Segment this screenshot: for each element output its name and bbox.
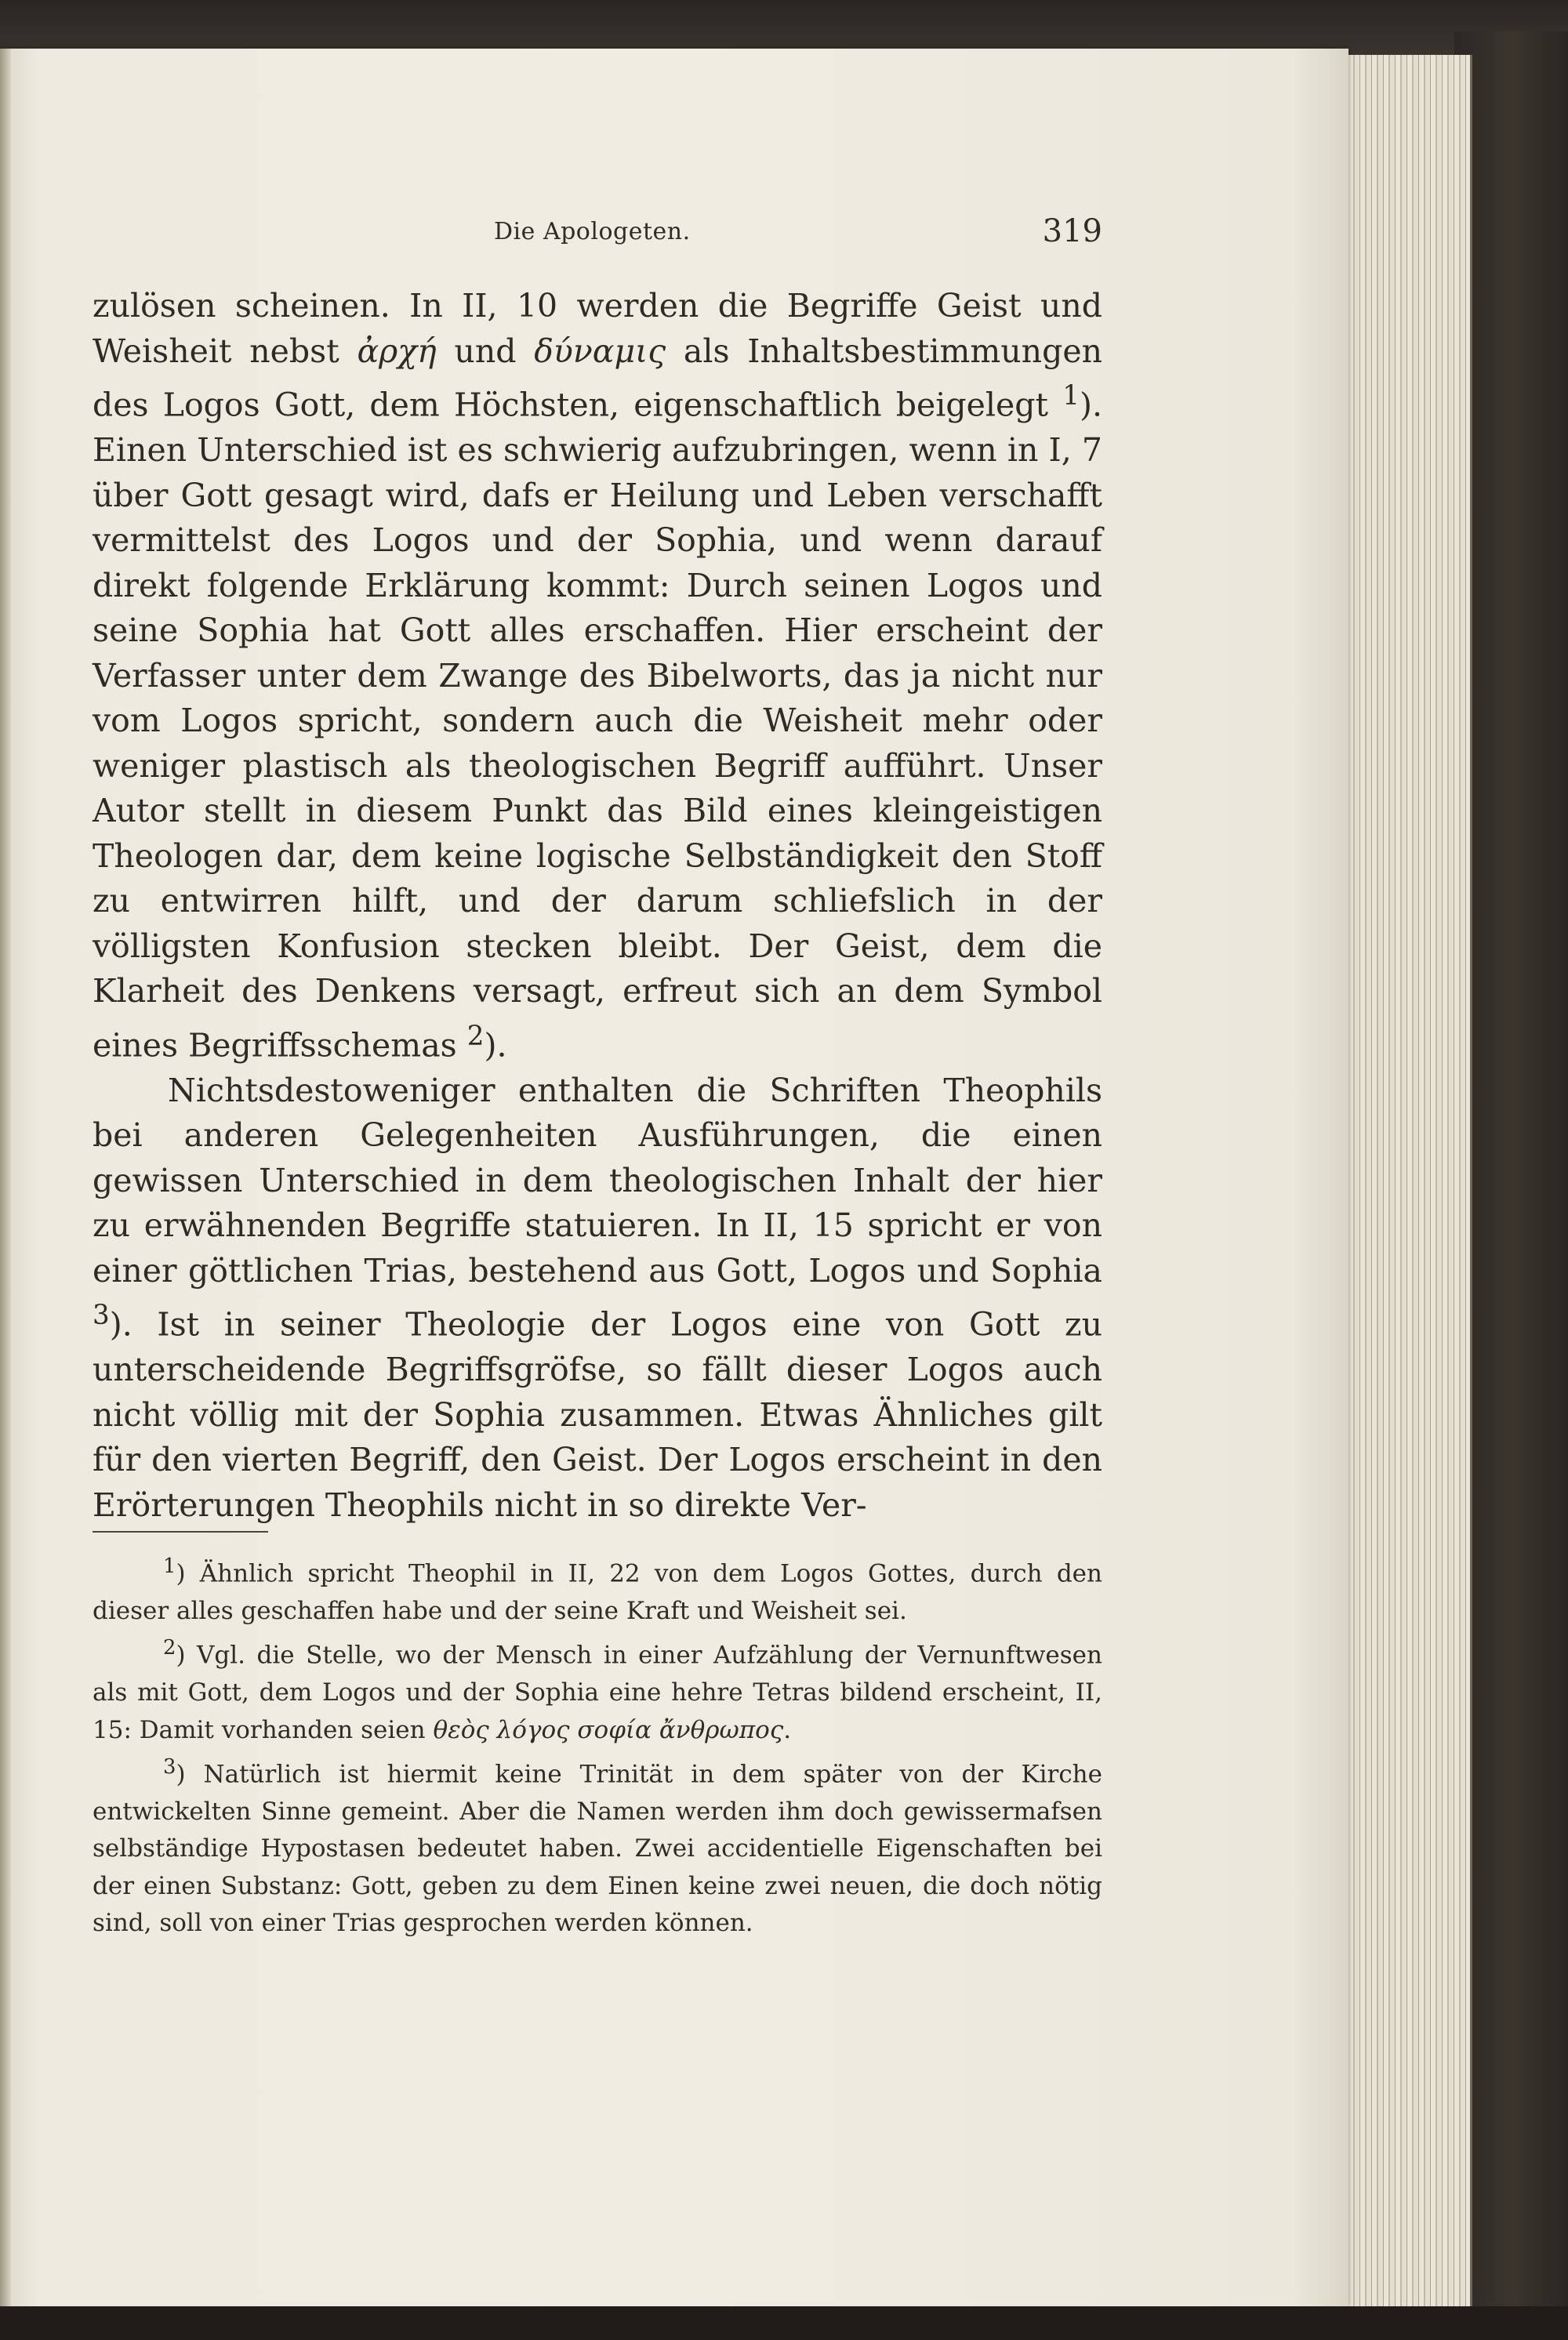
footnote-text: .: [783, 1715, 792, 1744]
footnote-text: ) Ähnlich spricht Theophil in II, 22 von dem Logos Gottes, durch den dieser alles geschaffen habe und der seine Kraft und Weisheit sei.: [93, 1559, 1102, 1625]
footnote-text: ) Vgl. die Stelle, wo der Mensch in einer Aufzählung der Vernunftwesen als mit Gott, dem Logos und der Sophia eine hehre Tetras bildend erscheint, II, 15: Damit vorhanden seien: [93, 1641, 1102, 1744]
main-text: [93, 284, 1102, 1528]
page-edges-stack: [1337, 55, 1472, 2313]
text-run: als Inhaltsbestimmungen des Logos Gott, dem Höchsten, eigenschaftlich beigelegt: [93, 332, 1102, 424]
greek-term-dynamis: δύναμις: [534, 332, 666, 370]
text-run: ). Ist in seiner Theologie der Logos eine von Gott zu unterscheidende Begriffsgröfse, so fällt dieser Logos auch nicht völlig mit der Sophia zusammen. Etwas Ähnliches gilt für den vierten Begriff, den Geist. Der Logos erscheint in den Erörterungen Theophils nicht in so direkte Ver-: [93, 1305, 1102, 1524]
text-run: Nichtsdestoweniger enthalten die Schriften Theophils bei anderen Gelegenheiten Ausführungen, die einen gewissen Unterschied in dem theologischen Inhalt der hier zu erwähnenden Begriffe statuieren. In II, 15 spricht er von einer göttlichen Trias, bestehend aus Gott, Logos und Sophia: [93, 1071, 1102, 1290]
book-cover-top: [0, 0, 1568, 55]
paragraph-2: [93, 1068, 1102, 1529]
page-number: 319: [1042, 213, 1102, 249]
text-run: und: [436, 332, 535, 370]
page-gutter-shadow: [0, 49, 11, 2306]
footnotes: [93, 1548, 1102, 1943]
footnote-ref-2: 2: [466, 1020, 485, 1052]
footnote-marker: 3: [163, 1755, 176, 1779]
footnote-ref-1: 1: [1062, 380, 1080, 412]
running-head-title: Die Apologeten.: [494, 218, 691, 245]
footnote-ref-3: 3: [93, 1300, 110, 1332]
footnote-marker: 1: [163, 1555, 176, 1578]
running-head: [494, 213, 1102, 252]
text-run: ).: [484, 1026, 507, 1065]
paragraph-1: [93, 284, 1102, 1068]
footnote-1: [93, 1548, 1102, 1630]
book-cover-bottom: [0, 2306, 1568, 2340]
greek-term-arche: ἀρχή: [357, 332, 437, 370]
text-run: ). Einen Unterschied ist es schwierig aufzubringen, wenn in I, 7 über Gott gesagt wird, dafs er Heilung und Leben verschafft vermittelst des Logos und der Sophia, und wenn darauf direkt folgende Erklärung kommt: Durch seinen Logos und seine Sophia hat Gott alles erschaffen. Hier erscheint der Verfasser unter dem Zwange des Bibelworts, das ja nicht nur vom Logos spricht, sondern auch die Weisheit mehr oder weniger plastisch als theologischen Begriff aufführt. Unser Autor stellt in diesem Punkt das Bild eines kleingeistigen Theologen dar, dem keine logische Selbständigkeit den Stoff zu entwirren hilft, und der darum schliefslich in der völligsten Konfusion stecken bleibt. Der Geist, dem die Klarheit des Denkens versagt, erfreut sich an dem Symbol eines Begriffsschemas: [93, 386, 1102, 1065]
greek-phrase: θεὸς λόγος σοφία ἄνθρωπος: [433, 1715, 784, 1744]
footnote-marker: 2: [163, 1636, 176, 1660]
text-run: zulösen scheinen. In II, 10 werden die Begriffe Geist und Weisheit nebst: [93, 287, 1102, 370]
footnote-text: ) Natürlich ist hiermit keine Trinität in dem später von der Kirche entwickelten Sinne gemeint. Aber die Namen werden ihm doch gewissermafsen selbständige Hypostasen bedeutet haben. Zwei accidentielle Eigenschaften bei der einen Substanz: Gott, geben zu dem Einen keine zwei neuen, die doch nötig sind, soll von einer Trias gesprochen werden können.: [93, 1760, 1102, 1938]
footnote-2: [93, 1630, 1102, 1749]
footnote-3: [93, 1749, 1102, 1943]
footnote-divider: [93, 1531, 268, 1533]
